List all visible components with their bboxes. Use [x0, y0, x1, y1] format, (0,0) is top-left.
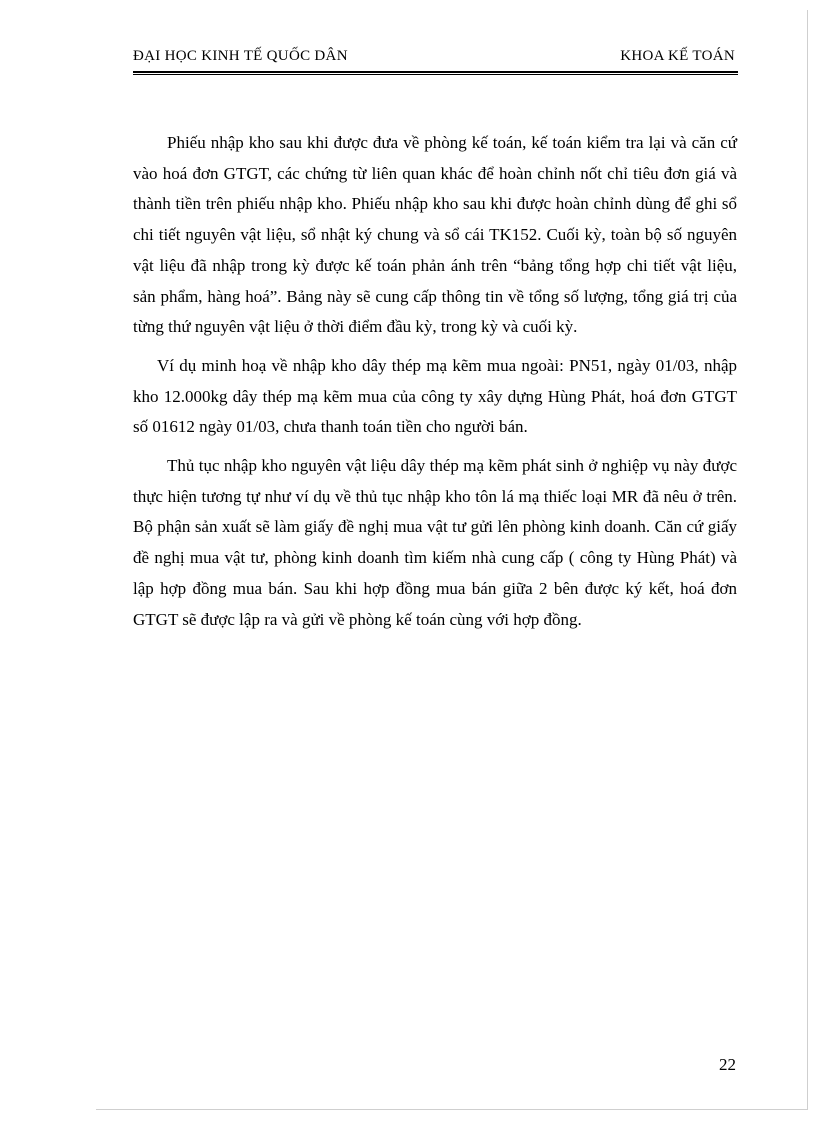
document-body [133, 128, 737, 643]
header-faculty: KHOA KẾ TOÁN [620, 48, 735, 64]
header-rule [133, 71, 738, 75]
running-header [133, 48, 738, 72]
paragraph: Thủ tục nhập kho nguyên vật liệu dây thép mạ kẽm phát sinh ở nghiệp vụ này được thực hiện tương tự như ví dụ về thủ tục nhập kho tôn lá mạ thiếc loại MR đã nêu ở trên. Bộ phận sản xuất sẽ làm giấy đề nghị mua vật tư gửi lên phòng kinh doanh. Căn cứ giấy đề nghị mua vật tư, phòng kinh doanh tìm kiếm nhà cung cấp ( công ty Hùng Phát) và lập hợp đồng mua bán. Sau khi hợp đồng mua bán giữa 2 bên được ký kết, hoá đơn GTGT sẽ được lập ra và gửi về phòng kế toán cùng với hợp đồng. [133, 456, 737, 629]
paragraph: Phiếu nhập kho sau khi được đưa về phòng kế toán, kế toán kiểm tra lại và căn cứ vào hoá đơn GTGT, các chứng từ liên quan khác để hoàn chỉnh nốt chỉ tiêu đơn giá và thành tiền trên phiếu nhập kho. Phiếu nhập kho sau khi được hoàn chỉnh dùng để ghi sổ chi tiết nguyên vật liệu, sổ nhật ký chung và sổ cái TK152. Cuối kỳ, toàn bộ số nguyên vật liệu đã nhập trong kỳ được kế toán phản ánh trên “bảng tổng hợp chi tiết vật liệu, sản phẩm, hàng hoá”. Bảng này sẽ cung cấp thông tin về tổng số lượng, tổng giá trị của từng thứ nguyên vật liệu ở thời điểm đầu kỳ, trong kỳ và cuối kỳ. [133, 133, 737, 337]
header-university: ĐẠI HỌC KINH TẾ QUỐC DÂN [133, 48, 348, 64]
paragraph: Ví dụ minh hoạ về nhập kho dây thép mạ kẽm mua ngoài: PN51, ngày 01/03, nhập kho 12.000kg dây thép mạ kẽm mua của công ty xây dựng Hùng Phát, hoá đơn GTGT số 01612 ngày 01/03, chưa thanh toán tiền cho người bán. [133, 355, 737, 437]
page-number: 22 [719, 1055, 736, 1074]
